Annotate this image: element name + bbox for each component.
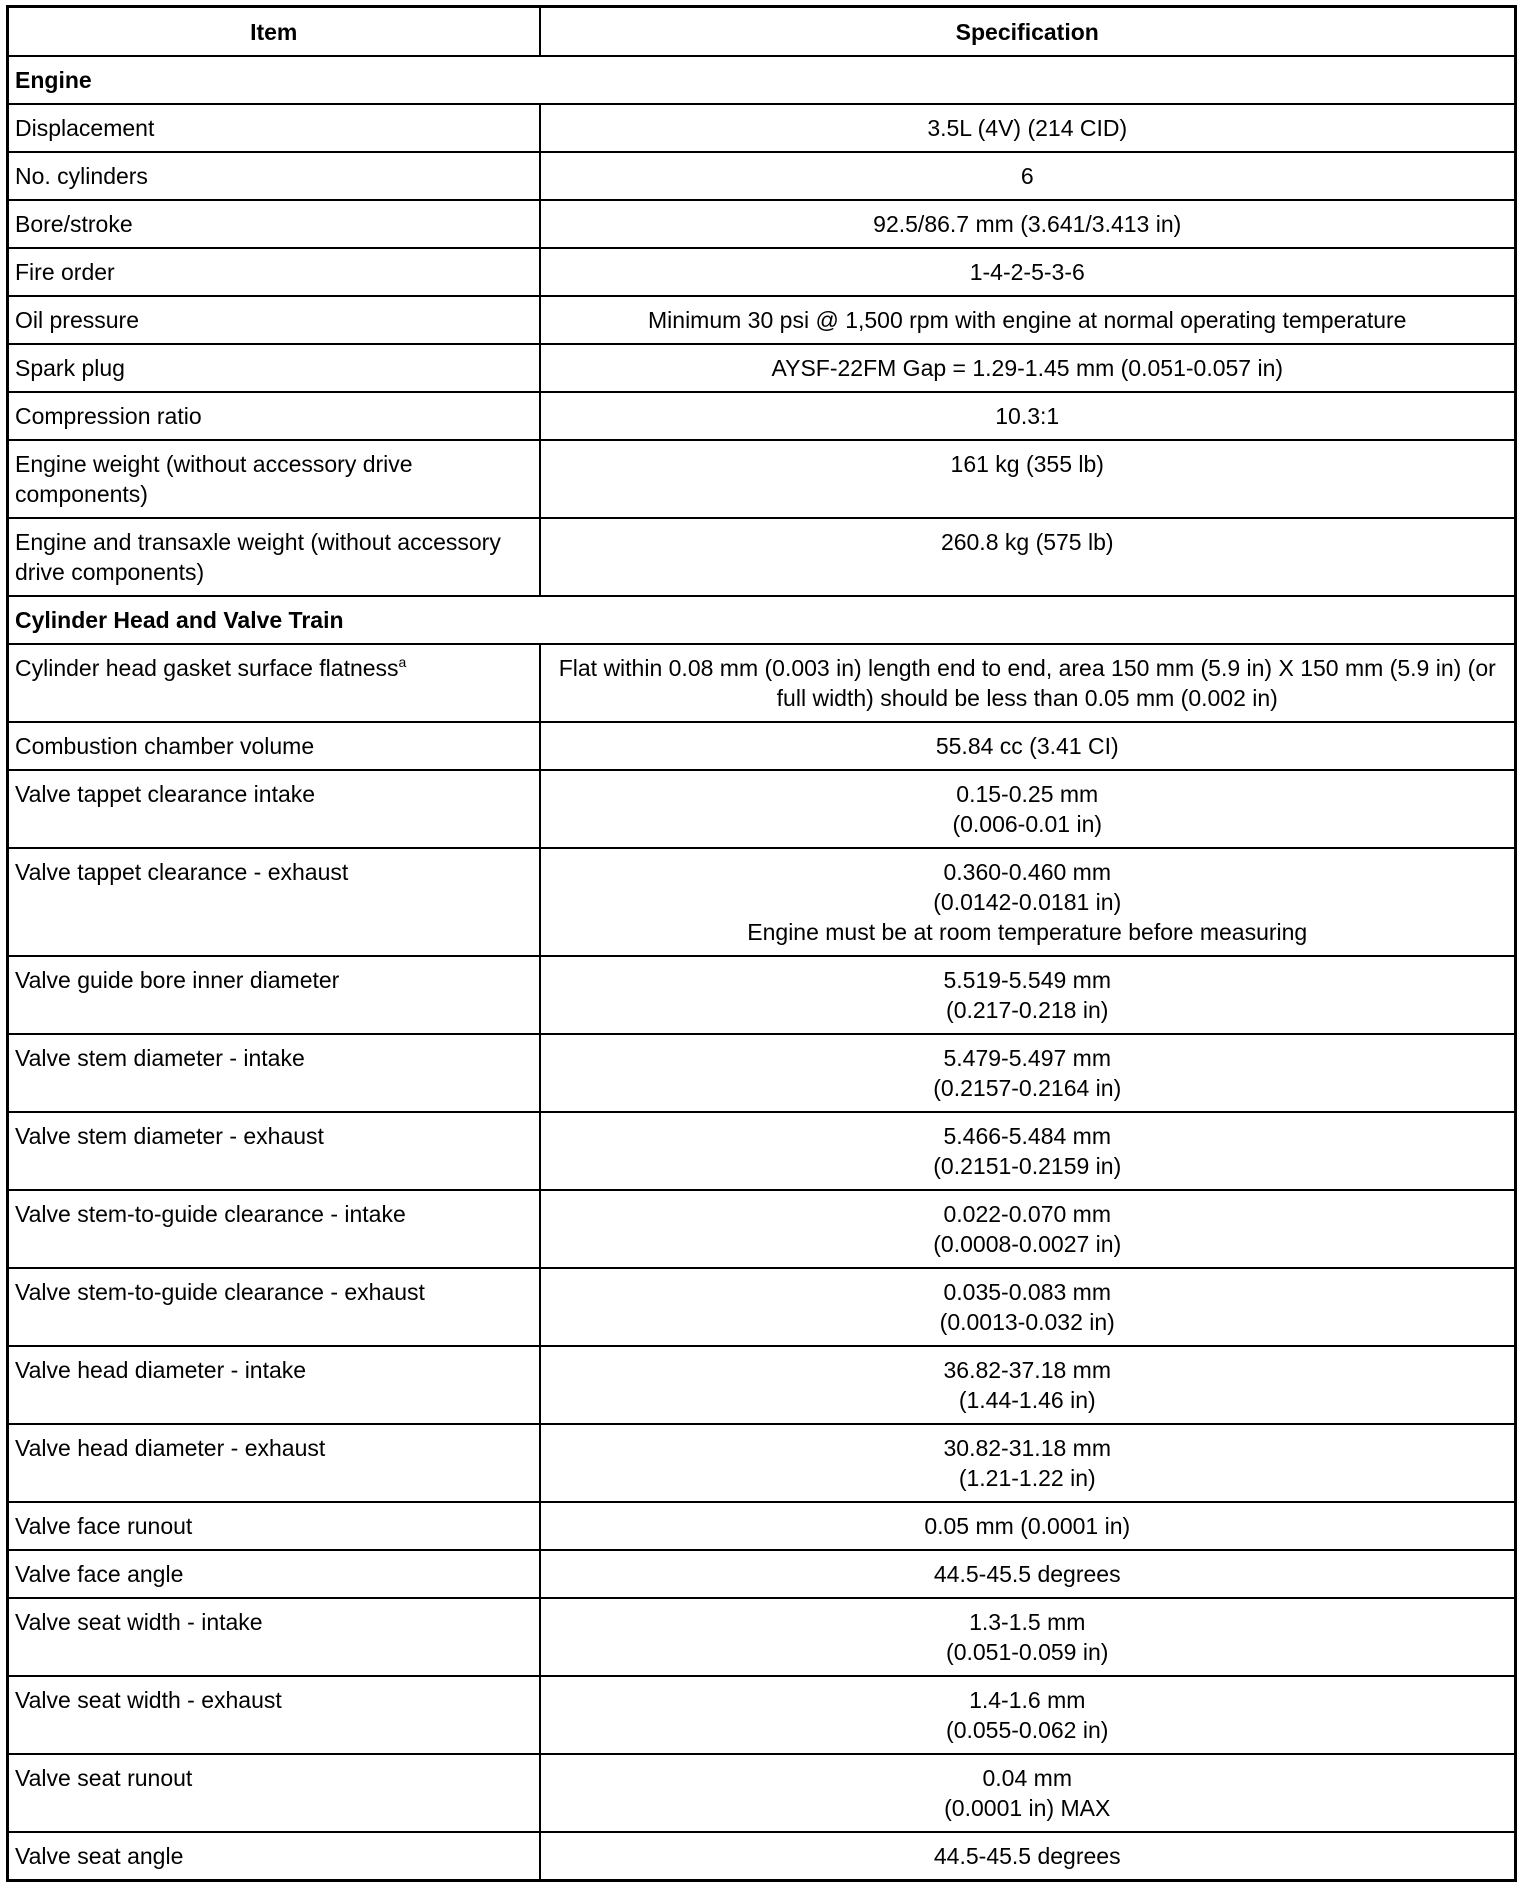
item-cell — [8, 1502, 540, 1550]
table-row — [8, 848, 1516, 956]
specification-line: 92.5/86.7 mm (3.641/3.413 in) — [873, 211, 1182, 237]
specification-line: 3.5L (4V) (214 CID) — [927, 115, 1128, 141]
table-row — [8, 1112, 1516, 1190]
specification-cell — [540, 1832, 1516, 1881]
specification-cell — [540, 440, 1516, 518]
specification-cell — [540, 1346, 1516, 1424]
item-label: Valve stem diameter - intake — [15, 1045, 305, 1071]
specification-cell — [540, 248, 1516, 296]
section-title: Engine — [8, 56, 1516, 104]
item-column-header: Item — [8, 7, 540, 57]
specification-line: (0.2157-0.2164 in) — [933, 1075, 1122, 1101]
specification-line: 44.5-45.5 degrees — [933, 1843, 1121, 1869]
specification-line: 44.5-45.5 degrees — [933, 1561, 1121, 1587]
item-cell — [8, 1112, 540, 1190]
section-header-row — [8, 56, 1516, 104]
specification-line: 0.360-0.460 mm — [943, 859, 1111, 885]
item-label: Engine weight (without accessory drive components) — [15, 451, 413, 507]
specification-cell — [540, 392, 1516, 440]
item-label: Valve seat runout — [15, 1765, 193, 1791]
item-label: Engine and transaxle weight (without accessory drive components) — [15, 529, 501, 585]
table-row — [8, 152, 1516, 200]
table-body — [8, 56, 1516, 1881]
specification-column-header: Specification — [540, 7, 1516, 57]
table-row — [8, 392, 1516, 440]
item-label: Valve stem-to-guide clearance - exhaust — [15, 1279, 425, 1305]
specification-line: 5.519-5.549 mm — [943, 967, 1111, 993]
specification-cell — [540, 644, 1516, 722]
header-row — [8, 7, 1516, 57]
item-cell — [8, 518, 540, 596]
table-row — [8, 518, 1516, 596]
item-label: Spark plug — [15, 355, 125, 381]
table-row — [8, 1676, 1516, 1754]
specification-line: 30.82-31.18 mm — [943, 1435, 1111, 1461]
table-row — [8, 1832, 1516, 1881]
specification-line: 1-4-2-5-3-6 — [969, 259, 1085, 285]
specification-cell — [540, 152, 1516, 200]
table-row — [8, 104, 1516, 152]
table-row — [8, 1346, 1516, 1424]
item-cell — [8, 956, 540, 1034]
item-label: Valve head diameter - intake — [15, 1357, 307, 1383]
item-label: Valve guide bore inner diameter — [15, 967, 340, 993]
table-row — [8, 770, 1516, 848]
item-label: Valve stem-to-guide clearance - intake — [15, 1201, 406, 1227]
specification-line: (0.055-0.062 in) — [946, 1717, 1109, 1743]
item-cell — [8, 848, 540, 956]
specification-cell — [540, 344, 1516, 392]
item-cell — [8, 1346, 540, 1424]
item-cell — [8, 1190, 540, 1268]
specification-cell — [540, 1676, 1516, 1754]
item-cell — [8, 200, 540, 248]
table-row — [8, 1268, 1516, 1346]
specification-cell — [540, 848, 1516, 956]
item-label: Cylinder head gasket surface flatness — [15, 655, 399, 681]
specification-line: 55.84 cc (3.41 CI) — [935, 733, 1119, 759]
specification-line: 36.82-37.18 mm — [943, 1357, 1111, 1383]
specification-cell — [540, 1598, 1516, 1676]
specification-line: (0.2151-0.2159 in) — [933, 1153, 1122, 1179]
specification-line: 5.479-5.497 mm — [943, 1045, 1111, 1071]
item-label: Valve tappet clearance intake — [15, 781, 316, 807]
item-label: Valve stem diameter - exhaust — [15, 1123, 324, 1149]
item-cell — [8, 344, 540, 392]
specification-line: 0.15-0.25 mm — [956, 781, 1099, 807]
specification-line: 260.8 kg (575 lb) — [940, 529, 1114, 555]
table-row — [8, 296, 1516, 344]
table-row — [8, 1598, 1516, 1676]
specification-line: 10.3:1 — [995, 403, 1060, 429]
table-row — [8, 1424, 1516, 1502]
specification-cell — [540, 1502, 1516, 1550]
specification-line: (0.217-0.218 in) — [946, 997, 1109, 1023]
table-row — [8, 1502, 1516, 1550]
item-label: Valve seat width - intake — [15, 1609, 263, 1635]
table-row — [8, 1754, 1516, 1832]
table-row — [8, 200, 1516, 248]
specification-line: Flat within 0.08 mm (0.003 in) length end to end, area 150 mm (5.9 in) X 150 mm (5.9 in) (or full width) should be less than 0.05 mm (0.002 in) — [558, 655, 1496, 711]
specification-cell — [540, 200, 1516, 248]
specification-cell — [540, 518, 1516, 596]
specification-line: 5.466-5.484 mm — [943, 1123, 1111, 1149]
item-cell — [8, 296, 540, 344]
item-cell — [8, 1754, 540, 1832]
item-label: Combustion chamber volume — [15, 733, 315, 759]
item-cell — [8, 1832, 540, 1881]
specification-line: 0.022-0.070 mm — [943, 1201, 1111, 1227]
specification-line: (0.0142-0.0181 in) — [933, 889, 1122, 915]
table-row — [8, 956, 1516, 1034]
specification-cell — [540, 956, 1516, 1034]
footnote-marker: a — [398, 654, 407, 670]
item-cell — [8, 1676, 540, 1754]
item-cell — [8, 1598, 540, 1676]
item-cell — [8, 1550, 540, 1598]
specification-cell — [540, 1112, 1516, 1190]
specification-line: (0.051-0.059 in) — [946, 1639, 1109, 1665]
specification-table — [6, 5, 1517, 1882]
specification-line: AYSF-22FM Gap = 1.29-1.45 mm (0.051-0.057 in) — [771, 355, 1284, 381]
item-cell — [8, 644, 540, 722]
item-cell — [8, 1034, 540, 1112]
table-row — [8, 1550, 1516, 1598]
item-label: Valve head diameter - exhaust — [15, 1435, 326, 1461]
item-label: Valve tappet clearance - exhaust — [15, 859, 349, 885]
specification-line: (1.21-1.22 in) — [958, 1465, 1096, 1491]
item-cell — [8, 1268, 540, 1346]
section-title: Cylinder Head and Valve Train — [8, 596, 1516, 644]
item-cell — [8, 104, 540, 152]
item-label: Valve face angle — [15, 1561, 184, 1587]
specification-cell — [540, 722, 1516, 770]
item-label: Displacement — [15, 115, 155, 141]
specification-line: (0.0013-0.032 in) — [939, 1309, 1115, 1335]
specification-line: (0.0001 in) MAX — [944, 1795, 1111, 1821]
table-row — [8, 344, 1516, 392]
specification-cell — [540, 1550, 1516, 1598]
item-label: Oil pressure — [15, 307, 139, 333]
table-row — [8, 440, 1516, 518]
specification-line: (1.44-1.46 in) — [958, 1387, 1096, 1413]
item-label: Valve face runout — [15, 1513, 193, 1539]
specification-cell — [540, 104, 1516, 152]
item-label: Valve seat width - exhaust — [15, 1687, 282, 1713]
item-label: Valve seat angle — [15, 1843, 184, 1869]
specification-line: 1.4-1.6 mm — [969, 1687, 1086, 1713]
specification-line: 0.035-0.083 mm — [943, 1279, 1111, 1305]
table-row — [8, 248, 1516, 296]
section-header-row — [8, 596, 1516, 644]
item-cell — [8, 770, 540, 848]
specification-line: 6 — [1020, 163, 1034, 189]
item-cell — [8, 152, 540, 200]
specification-cell — [540, 1754, 1516, 1832]
specification-line: 161 kg (355 lb) — [950, 451, 1104, 477]
specification-cell — [540, 1190, 1516, 1268]
specification-cell — [540, 770, 1516, 848]
specification-line: (0.0008-0.0027 in) — [933, 1231, 1122, 1257]
specification-line: Engine must be at room temperature before measuring — [747, 919, 1308, 945]
item-cell — [8, 392, 540, 440]
item-label: No. cylinders — [15, 163, 148, 189]
specification-line: (0.006-0.01 in) — [952, 811, 1103, 837]
item-cell — [8, 722, 540, 770]
specification-cell — [540, 1268, 1516, 1346]
item-label: Bore/stroke — [15, 211, 133, 237]
specification-line: 0.04 mm — [982, 1765, 1072, 1791]
table-row — [8, 1034, 1516, 1112]
specification-line: 1.3-1.5 mm — [969, 1609, 1086, 1635]
item-cell — [8, 440, 540, 518]
table-row — [8, 722, 1516, 770]
specification-line: 0.05 mm (0.0001 in) — [924, 1513, 1131, 1539]
table-row — [8, 644, 1516, 722]
specification-cell — [540, 1034, 1516, 1112]
table-row — [8, 1190, 1516, 1268]
item-label: Fire order — [15, 259, 115, 285]
item-cell — [8, 1424, 540, 1502]
item-label: Compression ratio — [15, 403, 202, 429]
specification-cell — [540, 1424, 1516, 1502]
specification-cell — [540, 296, 1516, 344]
item-cell — [8, 248, 540, 296]
specification-line: Minimum 30 psi @ 1,500 rpm with engine at normal operating temperature — [648, 307, 1407, 333]
